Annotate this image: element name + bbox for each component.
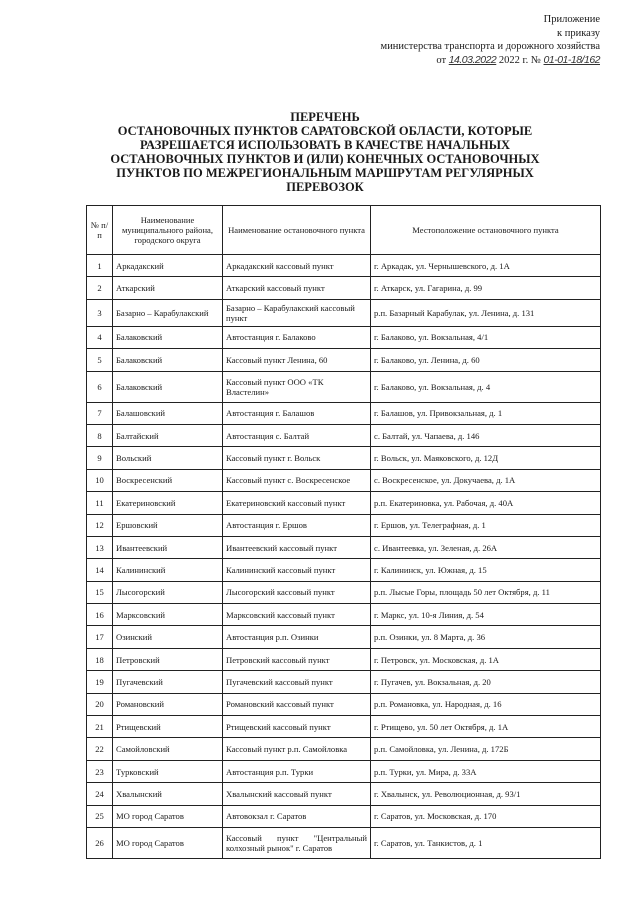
cell-stop-name: Автостанция г. Балашов [223, 402, 371, 424]
cell-location: р.п. Лысые Горы, площадь 50 лет Октября, д. 11 [371, 581, 601, 603]
table-row [87, 514, 601, 536]
title-line-6: ПЕРЕВОЗОК [286, 180, 364, 194]
table-row [87, 783, 601, 805]
cell-num: 25 [87, 805, 113, 827]
table-row [87, 326, 601, 348]
cell-district: Лысогорский [113, 581, 223, 603]
cell-location: р.п. Романовка, ул. Народная, д. 16 [371, 693, 601, 715]
cell-stop-name: Кассовый пункт р.п. Самойловка [223, 738, 371, 760]
cell-num: 1 [87, 255, 113, 277]
cell-stop-name: Марксовский кассовый пункт [223, 604, 371, 626]
cell-district: Аткарский [113, 277, 223, 299]
cell-district: Хвалынский [113, 783, 223, 805]
cell-stop-name: Кассовый пункт Ленина, 60 [223, 349, 371, 371]
cell-location: г. Ершов, ул. Телеграфная, д. 1 [371, 514, 601, 536]
cell-district: Петровский [113, 648, 223, 670]
cell-district: Ершовский [113, 514, 223, 536]
cell-stop-name: Романовский кассовый пункт [223, 693, 371, 715]
cell-stop-name: Автостанция р.п. Турки [223, 760, 371, 782]
cell-district: Балтайский [113, 424, 223, 446]
handwritten-date: 14.03.2022 [448, 53, 497, 66]
header-year-no: 2022 г. № [498, 54, 541, 66]
table-row [87, 277, 601, 299]
cell-location: г. Пугачев, ул. Вокзальная, д. 20 [371, 671, 601, 693]
cell-location: г. Петровск, ул. Московская, д. 1А [371, 648, 601, 670]
cell-district: МО город Саратов [113, 805, 223, 827]
table-row [87, 805, 601, 827]
table-row [87, 469, 601, 491]
cell-stop-name: Аткарский кассовый пункт [223, 277, 371, 299]
cell-stop-name: Калининский кассовый пункт [223, 559, 371, 581]
cell-district: Озинский [113, 626, 223, 648]
cell-location: г. Аркадак, ул. Чернышевского, д. 1А [371, 255, 601, 277]
cell-location: с. Воскресенское, ул. Докучаева, д. 1А [371, 469, 601, 491]
cell-stop-name: Автостанция р.п. Озинки [223, 626, 371, 648]
cell-location: г. Хвалынск, ул. Революционная, д. 93/1 [371, 783, 601, 805]
cell-district: Вольский [113, 447, 223, 469]
cell-stop-name: Кассовый пункт с. Воскресенское [223, 469, 371, 491]
table-row [87, 760, 601, 782]
header-date-number [330, 54, 600, 68]
cell-stop-name: Пугачевский кассовый пункт [223, 671, 371, 693]
handwritten-order-number: 01-01-18/162 [543, 53, 600, 66]
table-row [87, 492, 601, 514]
cell-stop-name: Екатериновский кассовый пункт [223, 492, 371, 514]
cell-district: Ивантеевский [113, 536, 223, 558]
cell-location: с. Балтай, ул. Чапаева, д. 146 [371, 424, 601, 446]
title-line-2: ОСТАНОВОЧНЫХ ПУНКТОВ САРАТОВСКОЙ ОБЛАСТИ, КОТОРЫЕ [117, 124, 533, 138]
table-body [87, 255, 601, 859]
cell-stop-name: Хвалынский кассовый пункт [223, 783, 371, 805]
cell-location: г. Саратов, ул. Московская, д. 170 [371, 805, 601, 827]
cell-district: Пугачевский [113, 671, 223, 693]
table-row [87, 604, 601, 626]
cell-num: 2 [87, 277, 113, 299]
cell-num: 8 [87, 424, 113, 446]
cell-district: Балаковский [113, 326, 223, 348]
cell-stop-name: Базарно – Карабулакский кассовый пункт [223, 299, 371, 326]
cell-district: Балаковский [113, 349, 223, 371]
cell-num: 6 [87, 371, 113, 402]
cell-num: 21 [87, 716, 113, 738]
cell-num: 5 [87, 349, 113, 371]
cell-location: р.п. Озинки, ул. 8 Марта, д. 36 [371, 626, 601, 648]
cell-num: 4 [87, 326, 113, 348]
table-row [87, 738, 601, 760]
header-ministry: министерства транспорта и дорожного хозяйства [380, 41, 600, 52]
cell-district: Базарно – Карабулакский [113, 299, 223, 326]
cell-num: 23 [87, 760, 113, 782]
cell-location: г. Аткарск, ул. Гагарина, д. 99 [371, 277, 601, 299]
cell-location: г. Балаково, ул. Вокзальная, д. 4 [371, 371, 601, 402]
title-line-5: ПУНКТОВ ПО МЕЖРЕГИОНАЛЬНЫМ МАРШРУТАМ РЕГУЛЯРНЫХ [116, 166, 534, 180]
cell-stop-name: Лысогорский кассовый пункт [223, 581, 371, 603]
cell-num: 7 [87, 402, 113, 424]
cell-num: 18 [87, 648, 113, 670]
title-line-1: ПЕРЕЧЕНЬ [290, 110, 360, 124]
cell-num: 20 [87, 693, 113, 715]
cell-stop-name: Аркадакский кассовый пункт [223, 255, 371, 277]
cell-district: Екатериновский [113, 492, 223, 514]
table-row [87, 371, 601, 402]
document-title [90, 110, 560, 194]
table-row [87, 536, 601, 558]
cell-num: 12 [87, 514, 113, 536]
cell-district: Марксовский [113, 604, 223, 626]
cell-district: Романовский [113, 693, 223, 715]
cell-num: 14 [87, 559, 113, 581]
cell-stop-name: Кассовый пункт "Центральный колхозный рынок" г. Саратов [223, 827, 371, 858]
cell-location: г. Балашов, ул. Привокзальная, д. 1 [371, 402, 601, 424]
cell-num: 15 [87, 581, 113, 603]
stops-table [86, 205, 601, 859]
cell-stop-name: Автостанция с. Балтай [223, 424, 371, 446]
cell-stop-name: Кассовый пункт г. Вольск [223, 447, 371, 469]
cell-district: Балашовский [113, 402, 223, 424]
cell-num: 24 [87, 783, 113, 805]
header-stop-name: Наименование остановочного пункта [223, 206, 371, 255]
cell-num: 13 [87, 536, 113, 558]
table-row [87, 255, 601, 277]
cell-num: 11 [87, 492, 113, 514]
cell-location: г. Балаково, ул. Ленина, д. 60 [371, 349, 601, 371]
table-row [87, 671, 601, 693]
cell-stop-name: Ртищевский кассовый пункт [223, 716, 371, 738]
header-location: Местоположение остановочного пункта [371, 206, 601, 255]
cell-district: Турковский [113, 760, 223, 782]
cell-num: 22 [87, 738, 113, 760]
cell-district: Воскресенский [113, 469, 223, 491]
cell-location: г. Маркс, ул. 10-я Линия, д. 54 [371, 604, 601, 626]
cell-district: Аркадакский [113, 255, 223, 277]
cell-num: 16 [87, 604, 113, 626]
table-row [87, 581, 601, 603]
cell-location: р.п. Екатериновка, ул. Рабочая, д. 40А [371, 492, 601, 514]
cell-district: Ртищевский [113, 716, 223, 738]
cell-stop-name: Автостанция г. Балаково [223, 326, 371, 348]
cell-stop-name: Ивантеевский кассовый пункт [223, 536, 371, 558]
cell-location: г. Калининск, ул. Южная, д. 15 [371, 559, 601, 581]
cell-district: Самойловский [113, 738, 223, 760]
table-header-row [87, 206, 601, 255]
header-date-prefix: от [436, 54, 447, 66]
cell-location: с. Ивантеевка, ул. Зеленая, д. 26А [371, 536, 601, 558]
cell-num: 19 [87, 671, 113, 693]
table-row [87, 299, 601, 326]
table-row [87, 648, 601, 670]
cell-stop-name: Петровский кассовый пункт [223, 648, 371, 670]
cell-location: г. Ртищево, ул. 50 лет Октября, д. 1А [371, 716, 601, 738]
table-row [87, 424, 601, 446]
table-row [87, 402, 601, 424]
table-row [87, 716, 601, 738]
table-row [87, 559, 601, 581]
header-num: № п/п [87, 206, 113, 255]
document-header [330, 13, 600, 67]
table-row [87, 827, 601, 858]
cell-district: Балаковский [113, 371, 223, 402]
cell-stop-name: Автовокзал г. Саратов [223, 805, 371, 827]
header-district: Наименование муниципального района, городского округа [113, 206, 223, 255]
title-line-3: РАЗРЕШАЕТСЯ ИСПОЛЬЗОВАТЬ В КАЧЕСТВЕ НАЧАЛЬНЫХ [139, 138, 511, 152]
cell-num: 26 [87, 827, 113, 858]
cell-district: МО город Саратов [113, 827, 223, 858]
table-row [87, 349, 601, 371]
table-row [87, 626, 601, 648]
cell-stop-name: Кассовый пункт ООО «ТК Властелин» [223, 371, 371, 402]
cell-location: р.п. Самойловка, ул. Ленина, д. 172Б [371, 738, 601, 760]
cell-district: Калининский [113, 559, 223, 581]
cell-location: г. Балаково, ул. Вокзальная, 4/1 [371, 326, 601, 348]
header-appendix: Приложение [543, 14, 600, 25]
cell-location: г. Саратов, ул. Танкистов, д. 1 [371, 827, 601, 858]
cell-location: г. Вольск, ул. Маяковского, д. 12Д [371, 447, 601, 469]
cell-num: 9 [87, 447, 113, 469]
title-line-4: ОСТАНОВОЧНЫХ ПУНКТОВ И (ИЛИ) КОНЕЧНЫХ ОСТАНОВОЧНЫХ [110, 152, 540, 166]
cell-stop-name: Автостанция г. Ершов [223, 514, 371, 536]
cell-location: р.п. Турки, ул. Мира, д. 33А [371, 760, 601, 782]
table-row [87, 447, 601, 469]
table-row [87, 693, 601, 715]
header-to-order: к приказу [557, 27, 600, 39]
cell-num: 10 [87, 469, 113, 491]
cell-num: 17 [87, 626, 113, 648]
cell-location: р.п. Базарный Карабулак, ул. Ленина, д. 131 [371, 299, 601, 326]
cell-num: 3 [87, 299, 113, 326]
